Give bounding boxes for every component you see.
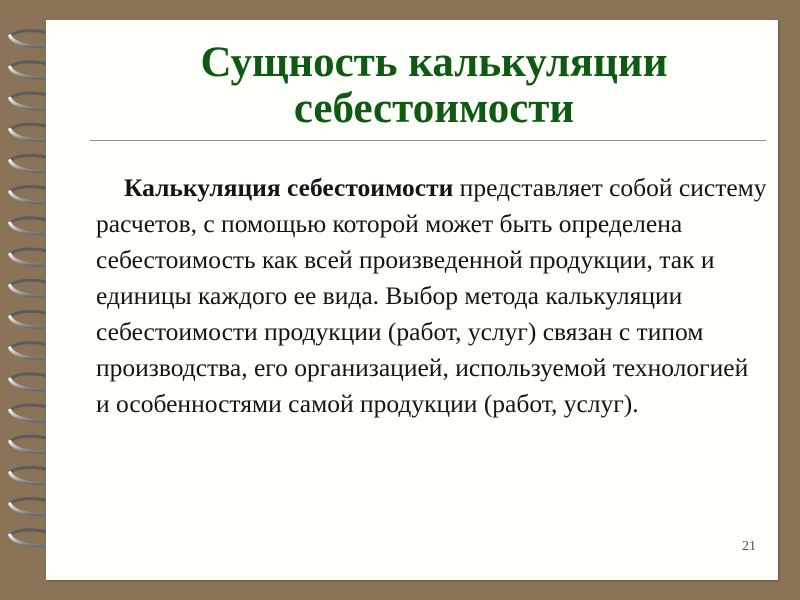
slide-body-text (96, 170, 768, 422)
defined-term: Калькуляция себестоимости (124, 173, 454, 202)
title-divider (90, 140, 766, 141)
slide-number: 21 (742, 539, 756, 554)
body-text-content: представляет собой систему расчетов, с помощью которой может быть определена себестоимость как всей произведенной продукции, так и единицы каждого ее вида. Выбор метода калькуляции себестоимости продукции (работ, услуг) связан с типом производства, его организацией, используемой технологией и особенностями самой продукции (работ, услуг). (96, 173, 767, 418)
slide-title: Сущность калькуляции себестоимости (200, 39, 668, 132)
slide-page (46, 20, 778, 580)
